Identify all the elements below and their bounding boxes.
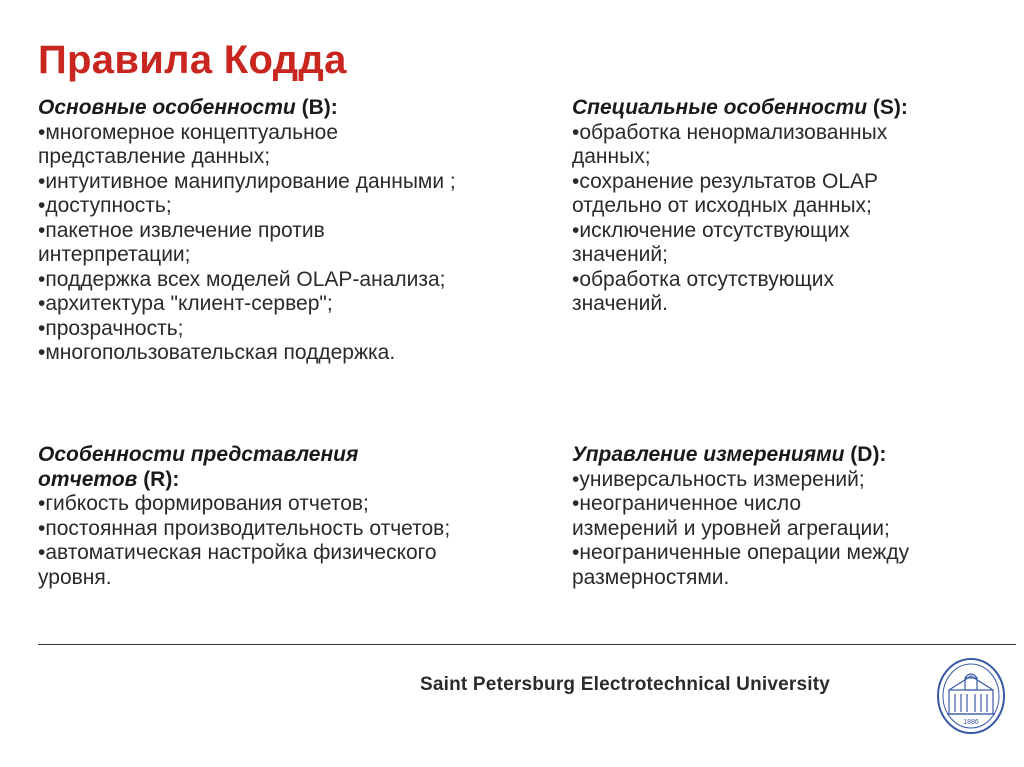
report-features-heading-line1: Особенности представления	[38, 443, 359, 466]
list-item: интерпретации;	[38, 243, 191, 266]
list-item: представление данных;	[38, 145, 271, 168]
list-item: •поддержка всех моделей OLAP-анализа;	[38, 267, 446, 291]
university-seal-icon	[935, 656, 1007, 736]
special-heading-code: (S):	[872, 96, 908, 119]
basic-heading-text: Основные особенности	[38, 96, 296, 119]
dimension-management-section	[572, 443, 1012, 590]
basic-features-heading	[38, 96, 558, 121]
special-heading-text: Специальные особенности	[572, 96, 868, 119]
list-item: •постоянная производительность отчетов;	[38, 516, 451, 540]
list-item: •пакетное извлечение против	[38, 218, 325, 242]
report-features-section	[38, 443, 558, 590]
basic-heading-code: (B):	[301, 96, 338, 119]
list-item: отдельно от исходных данных;	[572, 194, 872, 217]
list-item: •обработка ненормализованных	[572, 120, 888, 144]
dimension-heading-text: Управление измерениями	[572, 443, 845, 466]
list-item: •неограниченные операции между	[572, 541, 910, 564]
list-item: •многопользовательская поддержка.	[38, 341, 396, 364]
list-item: •неограниченное число	[572, 492, 802, 515]
list-item: значений.	[572, 292, 668, 315]
list-item: •обработка отсутствующих	[572, 267, 834, 291]
special-features-section	[572, 96, 992, 317]
basic-features-section	[38, 96, 558, 366]
list-item: •сохранение результатов OLAP	[572, 169, 879, 193]
list-item: •исключение отсутствующих	[572, 218, 850, 242]
list-item: •доступность;	[38, 194, 172, 217]
list-item: •универсальность измерений;	[572, 467, 865, 491]
dimension-heading-code: (D):	[850, 443, 887, 466]
report-heading-text: отчетов	[38, 467, 138, 491]
list-item: уровня.	[38, 565, 112, 589]
special-features-heading	[572, 96, 992, 121]
slide-title: Правила Кодда	[38, 38, 347, 82]
list-item: •многомерное концептуальное	[38, 120, 339, 144]
list-item: •гибкость формирования отчетов;	[38, 492, 369, 515]
list-item: измерений и уровней агрегации;	[572, 516, 890, 540]
report-features-heading-line2	[38, 468, 558, 493]
dimension-management-heading	[572, 443, 1012, 468]
list-item: значений;	[572, 243, 668, 266]
list-item: •автоматическая настройка физического	[38, 541, 437, 564]
list-item: размерностями.	[572, 565, 730, 589]
report-heading-code: (R):	[143, 467, 180, 491]
footer-divider	[38, 644, 1016, 645]
list-item: •архитектура "клиент-сервер";	[38, 292, 333, 315]
university-name: Saint Petersburg Electrotechnical University	[420, 674, 831, 695]
list-item: данных;	[572, 145, 651, 168]
list-item: •интуитивное манипулирование данными ;	[38, 169, 456, 193]
list-item: •прозрачность;	[38, 316, 184, 340]
logo-year: 1886	[963, 719, 979, 726]
